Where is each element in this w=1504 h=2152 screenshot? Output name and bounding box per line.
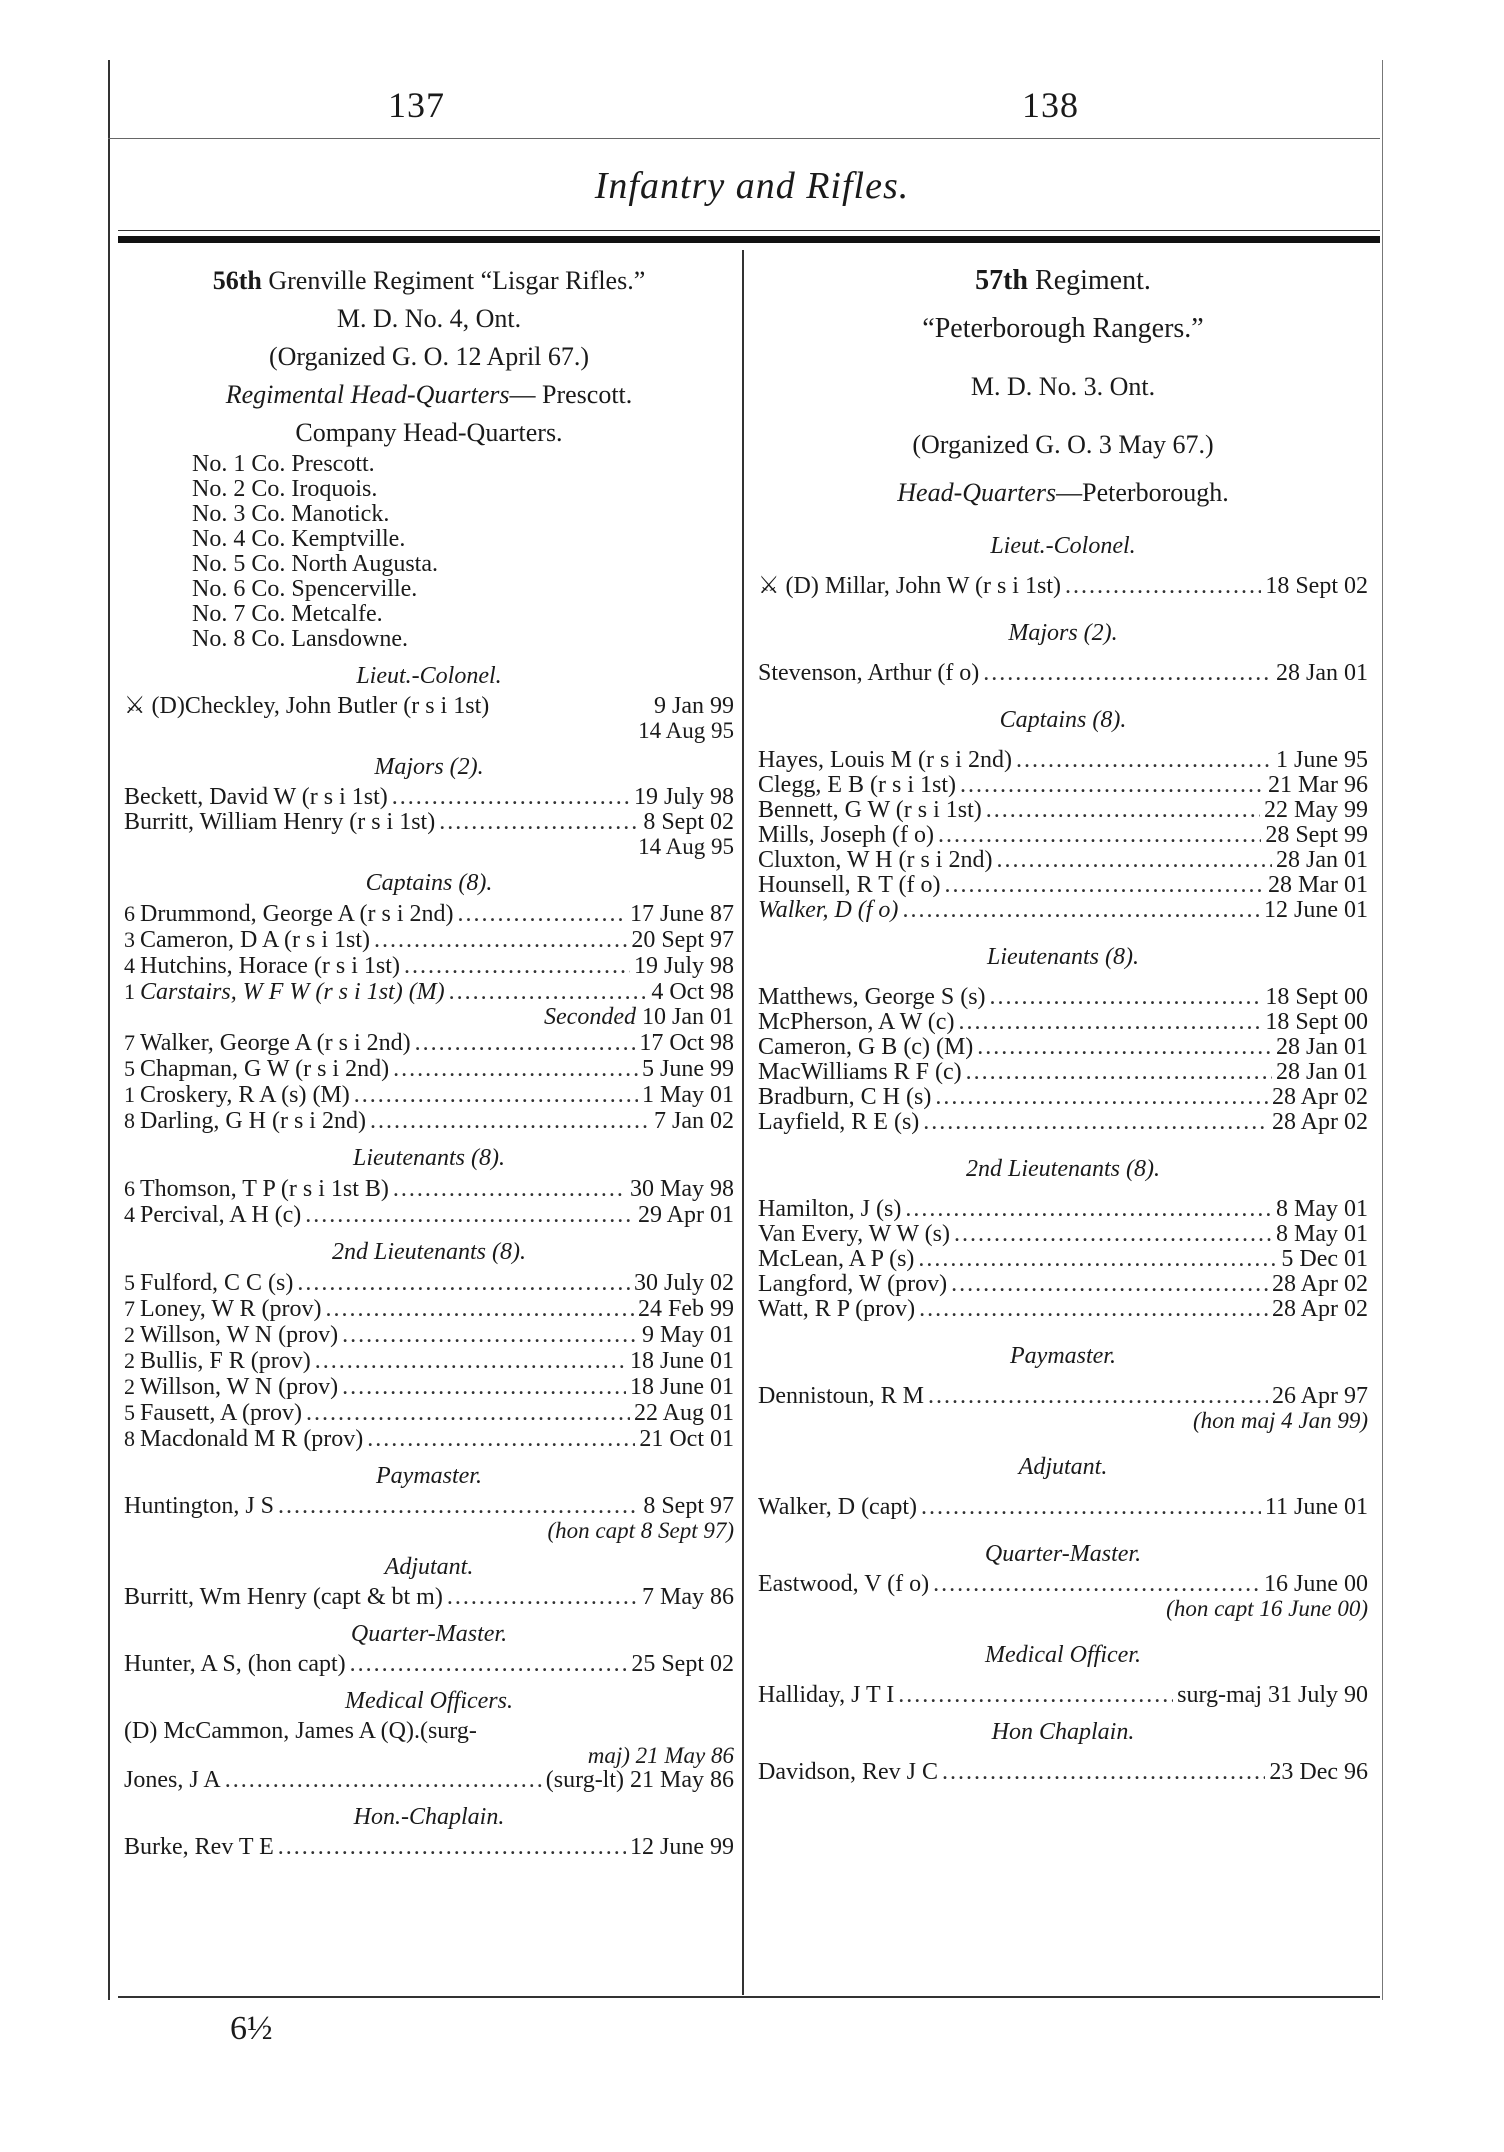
chaplain-heading: Hon.-Chaplain. <box>353 1804 505 1830</box>
leader-dots <box>935 1085 1268 1110</box>
officer-date: 11 June 01 <box>1264 1494 1368 1520</box>
officer-date: 4 Oct 98 <box>651 979 734 1005</box>
table-row <box>124 694 734 719</box>
lt-col-heading: Lieut.-Colonel. <box>356 663 502 689</box>
table-row <box>124 1768 734 1793</box>
leader-dots <box>449 980 648 1005</box>
table-row <box>124 1374 734 1400</box>
officer-date: 28 Jan 01 <box>1276 847 1368 873</box>
spacer <box>758 686 1368 696</box>
officer-date: 5 Dec 01 <box>1281 1246 1368 1272</box>
leader-dots <box>342 1375 626 1400</box>
second-lts-heading: 2nd Lieutenants (8). <box>332 1239 526 1265</box>
leader-dots <box>225 1768 542 1793</box>
spacer <box>758 1135 1368 1145</box>
hq-label: Regimental Head-Quarters <box>225 380 510 409</box>
leader-dots <box>306 1401 630 1426</box>
officer-name: ⚔ (D)Checkley, John Butler (r s i 1st) <box>124 693 490 719</box>
spacer <box>758 1433 1368 1443</box>
spacer <box>758 1621 1368 1631</box>
regimental-hq <box>124 376 734 414</box>
officer-date: 18 Sept 02 <box>1265 573 1368 599</box>
officer-date: 28 Sept 99 <box>1265 822 1368 848</box>
table-row <box>758 873 1368 898</box>
lieutenants-heading: Lieutenants (8). <box>353 1145 505 1171</box>
officer-date: 28 Apr 02 <box>1272 1296 1368 1322</box>
officer-date: 28 Jan 01 <box>1276 660 1368 686</box>
officer-date: 16 June 00 <box>1264 1571 1368 1597</box>
table-row <box>758 823 1368 848</box>
officer-name: Bradburn, C H (s) <box>758 1084 932 1110</box>
paymaster-heading: Paymaster. <box>1010 1343 1116 1369</box>
regiment-heading <box>758 262 1368 300</box>
officer-date: 10 Jan 01 <box>642 1004 734 1030</box>
leader-dots <box>923 1110 1268 1135</box>
officer-name: Hunter, A S, (hon capt) <box>124 1651 346 1677</box>
leader-dots <box>393 1057 638 1082</box>
date-note: (hon maj 4 Jan 99) <box>1192 1408 1368 1433</box>
company-number: 7 <box>124 1030 135 1055</box>
table-row <box>758 1222 1368 1247</box>
leader-dots <box>458 902 626 927</box>
leader-dots <box>938 823 1261 848</box>
officer-date: 28 Jan 01 <box>1276 1034 1368 1060</box>
officer-date: 24 Feb 99 <box>638 1296 734 1322</box>
officer-date: 18 June 01 <box>630 1374 734 1400</box>
officer-name: Jones, J A <box>124 1767 221 1793</box>
table-row <box>124 1270 734 1296</box>
officer-name: Burke, Rev T E <box>124 1834 274 1860</box>
officer-date: 30 July 02 <box>633 1270 734 1296</box>
officer-name: Beckett, David W (r s i 1st) <box>124 784 388 810</box>
officer-name: Thomson, T P (r s i 1st B) <box>140 1176 389 1202</box>
officer-name: Langford, W (prov) <box>758 1271 948 1297</box>
leader-dots <box>354 1083 638 1108</box>
officer-name: MacWilliams R F (c) <box>758 1059 962 1085</box>
leader-dots <box>966 1060 1272 1085</box>
officer-date: 28 Jan 01 <box>1276 1059 1368 1085</box>
list-item: No. 6 Co. Spencerville. <box>192 576 418 602</box>
officer-name: Burritt, Wm Henry (capt & bt m) <box>124 1584 443 1610</box>
medical-heading: Medical Officer. <box>985 1642 1141 1668</box>
hq-place: —Peterborough. <box>1056 478 1229 507</box>
table-row <box>124 979 734 1005</box>
page-number-right: 138 <box>1022 85 1079 125</box>
officer-name: McPherson, A W (c) <box>758 1009 955 1035</box>
table-row <box>124 1296 734 1322</box>
officer-date: 8 Sept 97 <box>643 1493 734 1519</box>
officer-date: 8 Sept 02 <box>643 809 734 835</box>
spacer <box>758 512 1368 522</box>
officer-date: 28 Apr 02 <box>1272 1109 1368 1135</box>
leader-dots <box>918 1247 1277 1272</box>
lieutenants-heading: Lieutenants (8). <box>987 944 1139 970</box>
officer-name: Eastwood, V (f o) <box>758 1571 930 1597</box>
table-row <box>124 1176 734 1202</box>
left-column <box>124 262 734 1860</box>
officer-date: 18 Sept 00 <box>1265 1009 1368 1035</box>
leader-dots <box>983 661 1272 686</box>
officer-name: Carstairs, W F W (r s i 1st) (M) <box>140 979 445 1005</box>
officer-name: Fausett, A (prov) <box>140 1400 302 1426</box>
leader-dots <box>902 898 1260 923</box>
officer-date: 7 May 86 <box>642 1584 734 1610</box>
officer-name: Hayes, Louis M (r s i 2nd) <box>758 747 1012 773</box>
officer-date: 21 Mar 96 <box>1268 772 1368 798</box>
officer-date: 26 Apr 97 <box>1272 1383 1368 1409</box>
officer-date: 25 Sept 02 <box>631 1651 734 1677</box>
officer-name: Drummond, George A (r s i 2nd) <box>140 901 454 927</box>
organized-note: (Organized G. O. 3 May 67.) <box>912 430 1214 459</box>
table-row <box>758 1384 1368 1409</box>
table-row <box>758 1495 1368 1520</box>
company-number: 1 <box>124 1082 135 1107</box>
officer-date: 28 Apr 02 <box>1272 1084 1368 1110</box>
officer-name: Hounsell, R T (f o) <box>758 872 941 898</box>
leader-dots <box>326 1297 634 1322</box>
table-row <box>124 1348 734 1374</box>
regiment-heading <box>124 262 734 300</box>
table-row <box>124 1835 734 1860</box>
company-number: 6 <box>124 1176 135 1201</box>
officer-date: 5 June 99 <box>642 1056 734 1082</box>
table-row <box>124 1202 734 1228</box>
leader-dots <box>415 1031 636 1056</box>
regimental-hq <box>758 474 1368 512</box>
officer-date: 19 July 98 <box>633 784 734 810</box>
table-row <box>758 1760 1368 1785</box>
officer-date: 1 June 95 <box>1276 747 1368 773</box>
leader-dots <box>374 928 627 953</box>
officer-date: 9 Jan 99 <box>654 693 734 719</box>
list-item: No. 2 Co. Iroquois. <box>192 476 378 502</box>
table-row <box>124 1426 734 1452</box>
title-thin-rule <box>118 230 1380 231</box>
company-number: 2 <box>124 1322 135 1347</box>
spacer <box>758 1520 1368 1530</box>
company-list <box>192 452 734 652</box>
officer-name: Macdonald M R (prov) <box>140 1426 364 1452</box>
table-row <box>758 848 1368 873</box>
officer-name: Walker, George A (r s i 2nd) <box>140 1030 411 1056</box>
officer-date: 30 May 98 <box>630 1176 734 1202</box>
leader-dots <box>278 1835 626 1860</box>
list-item: No. 3 Co. Manotick. <box>192 501 390 527</box>
table-row <box>124 785 734 810</box>
table-row <box>758 1035 1368 1060</box>
captains-heading: Captains (8). <box>365 870 493 896</box>
military-district: M. D. No. 4, Ont. <box>336 304 522 333</box>
officer-date: 1 May 01 <box>642 1082 734 1108</box>
leader-dots <box>928 1384 1268 1409</box>
officer-name: Davidson, Rev J C <box>758 1759 938 1785</box>
leader-dots <box>367 1427 635 1452</box>
medical-heading: Medical Officers. <box>345 1688 513 1714</box>
leader-dots <box>986 798 1260 823</box>
spacer <box>758 300 1368 310</box>
date-note: 14 Aug 95 <box>638 834 734 859</box>
leader-dots <box>921 1495 1261 1520</box>
section-title: Infantry and Rifles. <box>594 165 910 207</box>
table-row <box>124 1056 734 1082</box>
organized-note: (Organized G. O. 12 April 67.) <box>268 342 590 371</box>
company-number: 2 <box>124 1348 135 1373</box>
officer-date: 29 Apr 01 <box>638 1202 734 1228</box>
officer-name: Willson, W N (prov) <box>140 1374 339 1400</box>
leader-dots <box>951 1272 1268 1297</box>
company-number: 3 <box>124 927 135 952</box>
majors-heading: Majors (2). <box>1008 620 1118 646</box>
officer-name: Hutchins, Horace (r s i 1st) <box>140 953 400 979</box>
spacer <box>758 599 1368 609</box>
officer-name: Walker, D (capt) <box>758 1494 918 1520</box>
table-row <box>124 1719 734 1744</box>
leader-dots <box>297 1271 630 1296</box>
company-number: 6 <box>124 901 135 926</box>
officer-name: Watt, R P (prov) <box>758 1296 916 1322</box>
list-item: No. 1 Co. Prescott. <box>192 451 375 477</box>
table-row <box>758 1010 1368 1035</box>
page-number-left: 137 <box>388 85 445 125</box>
officer-date: 19 July 98 <box>633 953 734 979</box>
column-divider <box>742 250 744 1995</box>
majors-heading: Majors (2). <box>374 754 484 780</box>
officer-name: Halliday, J T I <box>758 1682 895 1708</box>
table-row <box>758 1197 1368 1222</box>
officer-date: 8 May 01 <box>1276 1221 1368 1247</box>
officer-name: Stevenson, Arthur (f o) <box>758 660 980 686</box>
qm-heading: Quarter-Master. <box>350 1621 508 1647</box>
leader-dots <box>919 1297 1268 1322</box>
table-row <box>758 1060 1368 1085</box>
leader-dots <box>990 985 1262 1010</box>
leader-dots <box>960 773 1264 798</box>
bottom-rule <box>118 1996 1380 1998</box>
table-row <box>758 798 1368 823</box>
officer-name: ⚔ (D) Millar, John W (r s i 1st) <box>758 573 1061 599</box>
officer-date: 8 May 01 <box>1276 1196 1368 1222</box>
regiment-name: Regiment. <box>1035 265 1151 296</box>
date-note: maj) 21 May 86 <box>587 1743 734 1768</box>
officer-name: Fulford, C C (s) <box>140 1270 294 1296</box>
table-row <box>758 1683 1368 1708</box>
signature-mark: 6½ <box>230 2010 273 2047</box>
table-row <box>124 1082 734 1108</box>
regiment-name: Grenville Regiment “Lisgar Rifles.” <box>268 266 646 295</box>
officer-name: Burritt, William Henry (r s i 1st) <box>124 809 436 835</box>
leader-dots <box>447 1585 638 1610</box>
officer-name: Darling, G H (r s i 2nd) <box>140 1108 366 1134</box>
seconded-label: Seconded <box>544 1004 636 1030</box>
table-row <box>758 1247 1368 1272</box>
officer-name: Clegg, E B (r s i 1st) <box>758 772 956 798</box>
table-row <box>124 1652 734 1677</box>
officer-name: (D) McCammon, James A (Q).(surg- <box>124 1718 477 1744</box>
spacer <box>758 406 1368 426</box>
officer-name: Matthews, George S (s) <box>758 984 986 1010</box>
table-row <box>758 661 1368 686</box>
officer-name: McLean, A P (s) <box>758 1246 915 1272</box>
officer-date: 12 June 01 <box>1264 897 1368 923</box>
officer-name: Van Every, W W (s) <box>758 1221 950 1247</box>
right-column <box>758 262 1368 1785</box>
officer-date: 21 Oct 01 <box>639 1426 734 1452</box>
table-row <box>124 1400 734 1426</box>
officer-date: 9 May 01 <box>642 1322 734 1348</box>
table-row <box>124 953 734 979</box>
leader-dots <box>996 848 1272 873</box>
leader-dots <box>944 873 1264 898</box>
spacer <box>758 348 1368 368</box>
officer-date: (surg-lt) 21 May 86 <box>545 1767 734 1793</box>
spacer <box>758 1322 1368 1332</box>
table-row <box>124 1108 734 1134</box>
officer-date: 22 Aug 01 <box>633 1400 734 1426</box>
officer-name: Walker, D (f o) <box>758 897 899 923</box>
qm-heading: Quarter-Master. <box>984 1541 1142 1567</box>
leader-dots <box>977 1035 1272 1060</box>
officer-date: 23 Dec 96 <box>1269 1759 1368 1785</box>
officer-name: Layfield, R E (s) <box>758 1109 920 1135</box>
adjutant-heading: Adjutant. <box>1018 1454 1108 1480</box>
table-row <box>758 773 1368 798</box>
company-number: 5 <box>124 1056 135 1081</box>
officer-date: 28 Apr 02 <box>1272 1271 1368 1297</box>
officer-name: Loney, W R (prov) <box>140 1296 322 1322</box>
list-item: No. 5 Co. North Augusta. <box>192 551 438 577</box>
table-row <box>758 1272 1368 1297</box>
officer-name: Cameron, D A (r s i 1st) <box>140 927 370 953</box>
officer-date: 12 June 99 <box>630 1834 734 1860</box>
leader-dots <box>350 1652 628 1677</box>
military-district: M. D. No. 3. Ont. <box>970 372 1156 401</box>
officer-name: Bennett, G W (r s i 1st) <box>758 797 982 823</box>
leader-dots <box>439 810 639 835</box>
officer-date: 18 Sept 00 <box>1265 984 1368 1010</box>
leader-dots <box>1016 748 1272 773</box>
leader-dots <box>958 1010 1261 1035</box>
company-hq-heading: Company Head-Quarters. <box>295 418 563 447</box>
company-number: 7 <box>124 1296 135 1321</box>
table-row <box>124 901 734 927</box>
table-row <box>124 1322 734 1348</box>
leader-dots <box>278 1494 639 1519</box>
officer-date: 28 Mar 01 <box>1268 872 1368 898</box>
company-number: 8 <box>124 1426 135 1451</box>
company-number: 1 <box>124 979 135 1004</box>
officer-name: Bullis, F R (prov) <box>140 1348 311 1374</box>
table-row <box>758 1297 1368 1322</box>
list-item: No. 7 Co. Metcalfe. <box>192 601 383 627</box>
table-row <box>124 927 734 953</box>
leader-dots <box>942 1760 1265 1785</box>
table-row <box>758 574 1368 599</box>
chaplain-heading: Hon Chaplain. <box>991 1719 1135 1745</box>
second-lts-heading: 2nd Lieutenants (8). <box>966 1156 1160 1182</box>
officer-date: 22 May 99 <box>1264 797 1368 823</box>
list-item: No. 8 Co. Lansdowne. <box>192 626 408 652</box>
officer-date: 17 Oct 98 <box>639 1030 734 1056</box>
table-row <box>758 1085 1368 1110</box>
list-item: No. 4 Co. Kemptville. <box>192 526 406 552</box>
leader-dots <box>305 1203 634 1228</box>
leader-dots <box>1065 574 1261 599</box>
leader-dots <box>898 1683 1173 1708</box>
table-row <box>758 898 1368 923</box>
table-row <box>758 748 1368 773</box>
table-row <box>124 1494 734 1519</box>
leader-dots <box>933 1572 1260 1597</box>
officer-date: 7 Jan 02 <box>654 1108 734 1134</box>
table-row <box>124 1030 734 1056</box>
regiment-number: 57th <box>975 265 1029 296</box>
leader-dots <box>392 785 630 810</box>
company-number: 5 <box>124 1270 135 1295</box>
adjutant-heading: Adjutant. <box>384 1554 474 1580</box>
officer-name: Willson, W N (prov) <box>140 1322 339 1348</box>
title-thick-rule <box>118 236 1380 243</box>
table-row <box>124 810 734 835</box>
leader-dots <box>393 1177 626 1202</box>
table-row <box>124 1585 734 1610</box>
paymaster-heading: Paymaster. <box>376 1463 482 1489</box>
hq-label: Head-Quarters <box>897 478 1057 507</box>
company-number: 4 <box>124 1202 135 1227</box>
officer-name: Cluxton, W H (r s i 2nd) <box>758 847 993 873</box>
leader-dots <box>342 1323 638 1348</box>
leader-dots <box>315 1349 626 1374</box>
header-rule <box>108 138 1380 139</box>
company-number: 4 <box>124 953 135 978</box>
date-note: (hon capt 16 June 00) <box>1166 1596 1368 1621</box>
table-row <box>758 1572 1368 1597</box>
officer-name: Huntington, J S <box>124 1493 275 1519</box>
officer-name: Chapman, G W (r s i 2nd) <box>140 1056 390 1082</box>
company-number: 5 <box>124 1400 135 1425</box>
regiment-nickname: “Peterborough Rangers.” <box>922 313 1204 344</box>
table-row <box>758 985 1368 1010</box>
leader-dots <box>954 1222 1272 1247</box>
officer-name: Croskery, R A (s) (M) <box>140 1082 350 1108</box>
captains-heading: Captains (8). <box>999 707 1127 733</box>
company-number: 2 <box>124 1374 135 1399</box>
officer-name: Mills, Joseph (f o) <box>758 822 934 848</box>
officer-date: surg-maj 31 July 90 <box>1177 1682 1368 1708</box>
officer-name: Hamilton, J (s) <box>758 1196 902 1222</box>
officer-name: Percival, A H (c) <box>140 1202 302 1228</box>
spacer <box>758 923 1368 933</box>
officer-date: 18 June 01 <box>630 1348 734 1374</box>
spacer <box>758 464 1368 474</box>
officer-name: Cameron, G B (c) (M) <box>758 1034 974 1060</box>
leader-dots <box>370 1109 650 1134</box>
officer-date: 20 Sept 97 <box>631 927 734 953</box>
lt-col-heading: Lieut.-Colonel. <box>990 533 1136 559</box>
officer-date: 17 June 87 <box>630 901 734 927</box>
table-row <box>758 1110 1368 1135</box>
date-note: (hon capt 8 Sept 97) <box>547 1518 734 1543</box>
company-number: 8 <box>124 1108 135 1133</box>
date-note: 14 Aug 95 <box>638 718 734 743</box>
leader-dots <box>905 1197 1272 1222</box>
table-row <box>124 1005 734 1030</box>
hq-place: — Prescott. <box>509 380 633 409</box>
leader-dots <box>404 954 630 979</box>
regiment-number: 56th <box>212 266 262 295</box>
officer-name: Dennistoun, R M <box>758 1383 925 1409</box>
